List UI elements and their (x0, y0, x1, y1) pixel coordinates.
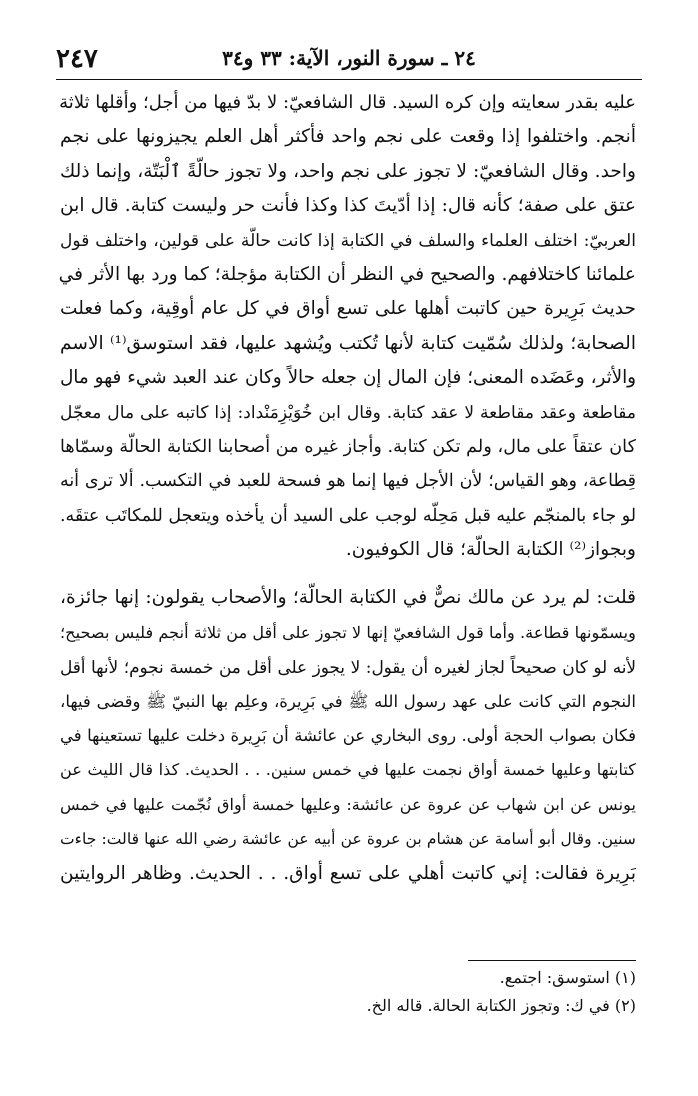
text-line: لأنه لو كان صحيحاً لجاز لغيره أن يقول: لا يجوز على أقل من خمسة نجوم؛ لأنها أقل (60, 657, 636, 678)
text-line: عليه بقدر سعايته وإن كره السيد. قال الشافعيّ: لا بدّ فيها من أجل؛ وأقلها ثلاثة (59, 92, 636, 113)
text-line: كتابتها وعليها خمسة أواق نجمت عليها في خمس سنين. . . الحديث. كذا قال الليث عن (60, 760, 636, 780)
text-line: وبجواز⁽²⁾ الكتابة الحالّة؛ قال الكوفيون. (345, 539, 636, 561)
text-line: النجوم التي كانت على عهد رسول الله ﷺ في بَرِيرة، وعلِم بها النبيّ ﷺ وقضى فيها، (60, 691, 636, 711)
footnote-2: (٢) في ك: وتجوز الكتابة الحالة. قاله الخ. (366, 996, 636, 1015)
text-line: حديث بَرِيرة حين كاتبت أهلها على تسع أواق في كل عام أوقِية، وكما فعلت (60, 298, 636, 320)
text-line: فكان بصواب الحجة أولى. روى البخاري عن عائشة أن بَرِيرة دخلت عليها تستعينها في (60, 726, 636, 746)
page-header (56, 44, 642, 78)
footnotes (60, 964, 636, 1020)
header-rule (56, 79, 642, 80)
text-line: واحد. وقال الشافعيّ: لا تجوز على نجم واحد، ولا تجوز حالّةً ٱلْبَتّة، وإنما ذلك (60, 160, 636, 182)
text-line: كان عتقاً على مال، ولم تكن كتابة. وأجاز غيره من أصحابنا الكتابة الحالّة وسمّاها (60, 436, 636, 457)
text-line: العربيّ: اختلف العلماء والسلف في الكتابة إذا كانت حالّة على قولين، واختلف قول (60, 230, 636, 251)
text-line: الصحابة؛ ولذلك سُمّيت كتابة لأنها تُكتب ويُشهد عليها، فقد استوسق⁽¹⁾ الاسم (60, 332, 637, 354)
text-line: أنجم. واختلفوا إذا وقعت على نجم واحد فأكثر أهل العلم يجيزونها على نجم (60, 126, 636, 148)
footnote-rule (468, 960, 636, 961)
text-line: لو جاء بالمنجّم عليه قبل مَحِلّه لوجب على السيد أن يأخذه ويتعجل للمكاتَب عتقَه. (60, 505, 636, 526)
text-line: علمائنا كاختلافهم. والصحيح في النظر أن الكتابة مؤجلة؛ كما ورد بها الأثر في (58, 263, 636, 285)
text-line: سنين. وقال أبو أسامة عن هشام بن عروة عن أبيه عن عائشة رضي الله عنها قالت: جاءت (60, 830, 636, 849)
footnote-1: (١) استوسق: اجتمع. (499, 968, 636, 987)
text-line: قلت: لم يرد عن مالك نصٌّ في الكتابة الحالّة؛ والأصحاب يقولون: إنها جائزة، (60, 587, 636, 609)
paragraph-gap (60, 567, 636, 581)
text-line: بَرِيرة فقالت: إني كاتبت أهلي على تسع أواق. . . الحديث. وظاهر الروايتين (60, 862, 636, 884)
text-line: مقاطعة وعقد مقاطعة لا عقد كتابة. وقال ابن خُوَيْزِمَنْداد: إذا كاتبه على مال معجّل (60, 402, 636, 423)
text-line: ويسمّونها قطاعة. وأما قول الشافعيّ إنها لا تجوز على أقل من ثلاثة أنجم فليس بصحيح؛ (60, 622, 636, 642)
text-line: قِطاعة، وهو القياس؛ لأن الأجل فيها إنما هو فسحة للعبد في التكسب. ألا ترى أنه (60, 471, 636, 492)
text-line: يونس عن ابن شهاب عن عروة عن عائشة: وعليها خمسة أواق نُجّمت عليها في خمس (60, 794, 636, 814)
text-line: والأثر، وعَضَده المعنى؛ فإن المال إن جعله حالاً وكان عند العبد شيء فهو مال (60, 367, 636, 389)
text-line: عتق على صفة؛ كأنه قال: إذا أدّيتَ كذا وكذا فأنت حر وليست كتابة. قال ابن (60, 195, 636, 217)
main-text (60, 86, 636, 891)
running-title: ٢٤ ـ سورة النور، الآية: ٣٣ و٣٤ (222, 46, 476, 70)
page-number: ٢٤٧ (56, 44, 98, 74)
